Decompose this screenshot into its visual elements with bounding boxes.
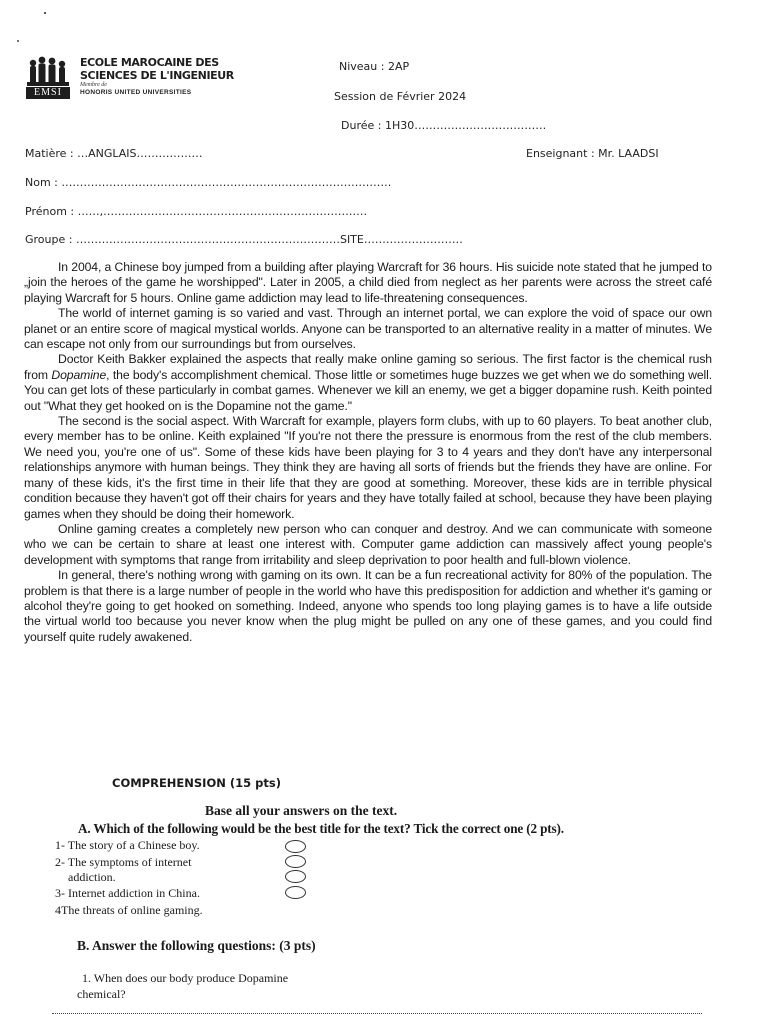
passage-paragraph-2: The world of internet gaming is so varied and vast. Through an internet portal, we can explore the void of space our own planet or an entire score of magical mystical worlds. Anyone can be transported to an alternative reality in a matter of minutes. We can escape not only from our surroundings but from ourselves. bbox=[24, 306, 712, 352]
passage-paragraph-3 bbox=[24, 352, 712, 414]
exam-level: Niveau : 2AP bbox=[339, 60, 410, 73]
exam-duration: Durée : 1H30……………………………… bbox=[341, 119, 547, 132]
emblem-text: EMSI bbox=[34, 87, 62, 98]
exam-session: Session de Février 2024 bbox=[334, 90, 467, 103]
question-a-title: A. Which of the following would be the best title for the text? Tick the correct one (2 pts). bbox=[78, 821, 564, 836]
question-1-line1: 1. When does our body produce Dopamine bbox=[82, 971, 289, 985]
question-b-title: B. Answer the following questions: (3 pts) bbox=[77, 938, 316, 953]
option-2: 2- The symptoms of internet bbox=[55, 855, 192, 869]
option-1: 1- The story of a Chinese boy. bbox=[55, 838, 200, 852]
passage-text: , the body's accomplishment chemical. Those little or sometimes huge buzzes we get when we do something well. You can get lots of these particularly in combat games. Whenever we kill an enemy, we get a bigger dopamine rush. Keith pointed out "What they get hooked on is the Dopamine not the game." bbox=[24, 367, 713, 413]
subject-field: Matière : …ANGLAIS……………… bbox=[25, 147, 203, 160]
passage-text: Doctor Keith Bakker explained the aspects that really make online gaming so serious. The first factor is the chemical rush from bbox=[24, 352, 712, 382]
scan-speck bbox=[17, 40, 19, 42]
option-4: 4The threats of online gaming. bbox=[55, 903, 203, 917]
option-3: 3- Internet addiction in China. bbox=[55, 886, 200, 900]
firstname-field[interactable]: Prénom : ……,……………………………………………………………… bbox=[25, 205, 368, 218]
school-logo-emblem bbox=[25, 56, 71, 100]
university-network: HONORIS UNITED UNIVERSITIES bbox=[80, 89, 192, 96]
instruction: Base all your answers on the text. bbox=[205, 803, 398, 818]
teacher-field: Enseignant : Mr. LAADSI bbox=[526, 147, 659, 160]
school-name-line2: SCIENCES DE L'INGENIEUR bbox=[80, 69, 234, 82]
answer-line[interactable] bbox=[52, 1013, 702, 1014]
school-name-block bbox=[80, 56, 250, 97]
comprehension-title: COMPREHENSION (15 pts) bbox=[112, 776, 281, 790]
passage-paragraph-1: In 2004, a Chinese boy jumped from a building after playing Warcraft for 36 hours. His suicide note stated that he jumped to „join the heroes of the game he worshipped". Later in 2005, a child died from neglect as her parents were across the street café playing Warcraft for 5 hours. Online game addiction may lead to life-threatening consequences. bbox=[24, 260, 712, 305]
scan-speck bbox=[44, 12, 46, 14]
option-1-checkbox[interactable] bbox=[285, 840, 306, 853]
passage-paragraph-4: The second is the social aspect. With Warcraft for example, players form clubs, with up to 60 players. To beat another club, every member has to be online. Keith explained "If you're not there the pressure is enormous from the rest of the club members. We need you, you're one of us". Some of these kids have been playing for 3 to 4 years and they don't have any interpersonal relationships anymore with human beings. They think they are having all sorts of friends but the friends they have are online. For many of these kids, it's the first time in their life that they are good at something. Moreover, these kids are in terrible physical condition because they haven't got off their chairs for years and they have totally failed at school, because they have been playing games when they should be doing their homework. bbox=[24, 414, 712, 521]
option-2-continued: addiction. bbox=[68, 870, 116, 884]
question-1-line2: chemical? bbox=[77, 987, 126, 1001]
dopamine-term: Dopamine bbox=[51, 367, 107, 382]
passage-paragraph-5: Online gaming creates a completely new person who can conquer and destroy. And we can communicate with someone who we can be certain to share at least one interest with. Computer game addiction can massively affect young people's development with symptoms that range from irritability and sleep deprivation to poor health and full-blown violence. bbox=[24, 521, 712, 567]
group-site-field[interactable]: Groupe : ………………………………………………………………SITE……………………… bbox=[25, 233, 463, 246]
option-2b-checkbox[interactable] bbox=[285, 870, 306, 883]
school-name-line1: ECOLE MAROCAINE DES bbox=[80, 56, 219, 69]
option-3-checkbox[interactable] bbox=[285, 886, 306, 899]
reading-passage bbox=[24, 260, 712, 645]
option-2-checkbox[interactable] bbox=[285, 855, 306, 868]
name-field[interactable]: Nom : ……………………………………………………………………………… bbox=[25, 176, 392, 189]
membership-label: Membre de bbox=[80, 82, 107, 88]
passage-paragraph-6: In general, there's nothing wrong with gaming on its own. It can be a fun recreational activity for 80% of the population. The problem is that there is a large number of people in the world who have this predisposition for addiction and whether it's gaming or alcohol they're going to get hooked on something. Indeed, anyone who spends too long playing games is to have a life outside the virtual world too because you never know when the plug might be pulled on any one of these games, and you could find yourself quite rudely awakened. bbox=[24, 568, 712, 644]
